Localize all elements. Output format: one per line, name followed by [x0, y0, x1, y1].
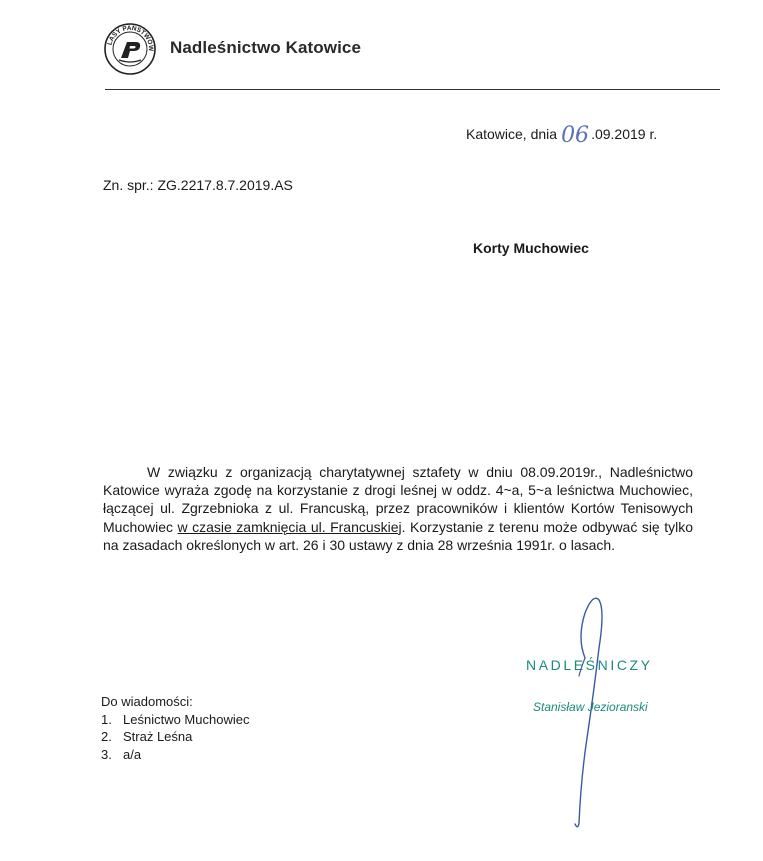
header-divider: [105, 89, 720, 90]
reference-number: Zn. spr.: ZG.2217.8.7.2019.AS: [103, 177, 293, 193]
recipient: Korty Muchowiec: [473, 240, 589, 256]
signatory-name-stamp: Stanisław Jezioranski: [533, 700, 648, 714]
list-item: 2. Straż Leśna: [101, 729, 193, 744]
body-text-part1: W związku z organizacją charytatywnej sztafety w dniu 08.09.2019r., Nadleśnictwo Katowice wyraża zgodę na korzystanie z drogi leśnej w oddz. 4~a, 5~a leśnictwa Muchowiec, łączącej ul. Zgrzebnioka z ul. Francuską, przez pracowników i klientów Kortów Tenisowych Muchowiec: [103, 464, 693, 535]
distribution-list: [101, 693, 249, 763]
date-prefix: Katowice, dnia: [466, 126, 558, 142]
body-text-part2: . Korzystanie z terenu może odbywać się tylko na zasadach określonych w art. 26 i 30 ustawy z dnia 28 września 1991r. o lasach.: [103, 518, 693, 553]
distribution-heading: Do wiadomości:: [101, 694, 193, 709]
list-item: 1. Leśnictwo Muchowiec: [101, 711, 250, 727]
organization-name: Nadleśnictwo Katowice: [170, 38, 362, 57]
date-suffix: .09.2019 r.: [591, 126, 658, 142]
letter-body: [103, 463, 693, 554]
signatory-title-stamp: NADLEŚNICZY: [526, 657, 653, 673]
handwritten-day: 06: [561, 123, 590, 148]
distribution-items: [101, 711, 249, 764]
svg-text:LASY PAŃSTWOWE: LASY PAŃSTWOW: [106, 24, 155, 52]
body-text-underlined: w czasie zamknięcia ul. Francuskiej: [177, 518, 402, 535]
lasy-panstwowe-logo: [103, 22, 157, 76]
place-and-date: [466, 120, 658, 148]
list-item: 3. a/a: [101, 746, 142, 762]
